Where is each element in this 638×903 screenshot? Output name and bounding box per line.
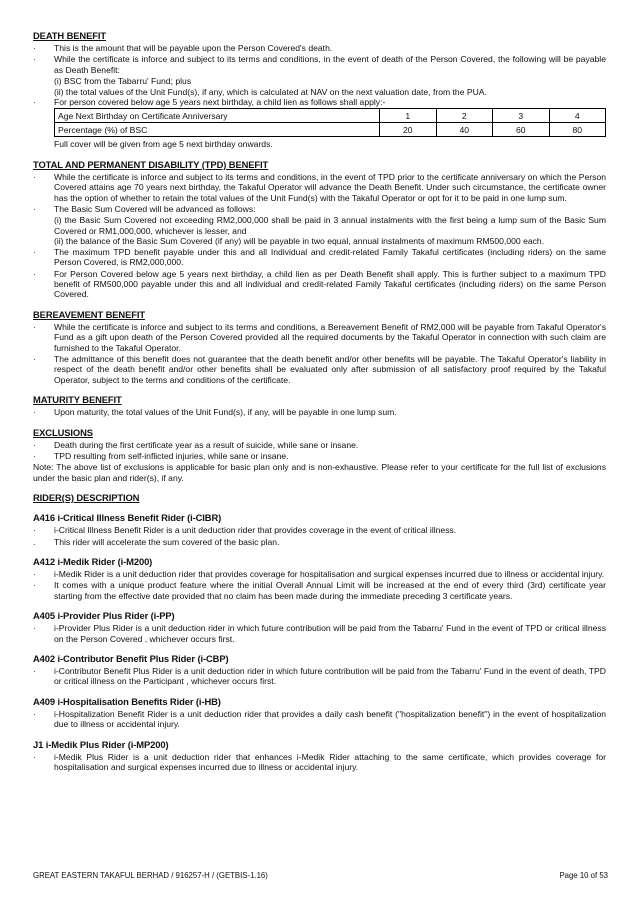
tpd-bullet-3: · The maximum TPD benefit payable under this and all Individual and credit-related Family Takaful certificates (including riders) on the same Person Covered, is RM2,000,000. — [33, 246, 606, 268]
table-cell: 3 — [493, 109, 550, 123]
rider-5-bullet-1: · i-Hospitalization Benefit Rider is a unit deduction rider that provides a daily cash benefit ("hospitalization benefit") in the event of hospitalization due to illness or accidental injury. — [33, 708, 606, 730]
exclusions-bullet-2: · TPD resulting from self-inflicted injuries, while sane or insane. — [33, 450, 289, 461]
table-row — [55, 123, 606, 137]
rider-2-bullet-2: · It comes with a unique product feature where the initial Overall Annual Limit will be increased at the end of every third (3rd) certificate year starting from the effective date provided that no claim has been made during the immediate preceding 3 certificate years. — [33, 580, 606, 601]
bereavement-benefit-heading: BEREAVEMENT BENEFIT — [33, 308, 145, 320]
tpd-bullet-2-item-i: (i) the Basic Sum Covered not exceeding RM2,000,000 shall be paid in 3 annual instalments with the first being a lump sum of the Basic Sum Covered or RM1,000,000, whichever is lesser, and — [54, 215, 606, 236]
rider-6-title: J1 i-Medik Plus Rider (i-MP200) — [33, 738, 169, 750]
rider-2-bullet-1: · i-Medik Rider is a unit deduction rider that provides coverage for hospitalisation and surgical expenses incurred due to illness or accidental injury. — [33, 569, 605, 579]
rider-2-title: A412 i-Medik Rider (i-M200) — [33, 556, 153, 567]
table-cell: 20 — [380, 123, 437, 137]
table-cell-label: Age Next Birthday on Certificate Anniversary — [55, 109, 380, 123]
table-cell: 4 — [549, 109, 606, 123]
footer-page-number: Page 10 of 53 — [559, 871, 608, 880]
death-bullet-2-item-ii: (ii) the total values of the Unit Fund(s), if any, which is calculated at NAV on the next valuation date, from the PUA. — [54, 86, 487, 97]
table-cell: 80 — [549, 123, 606, 137]
child-lien-table — [54, 108, 606, 137]
tpd-bullet-4: · For Person Covered below age 5 years next birthday, a child lien as per Death Benefit shall apply. This is further subject to a maximum TPD benefit of RM500,000 payable under this and all individual and credit-related Family Takaful certificates (including riders) on the same Person Covered. — [33, 268, 606, 300]
table-cell: 60 — [493, 123, 550, 137]
death-after-table: Full cover will be given from age 5 next birthday onwards. — [54, 139, 273, 150]
exclusions-bullet-1: · Death during the first certificate year as a result of suicide, while sane or insane. — [33, 439, 359, 450]
table-row — [55, 109, 606, 123]
rider-6-bullet-1: · i-Medik Plus Rider is a unit deduction rider that enhances i-Medik Rider attaching to the same certificate, which provides coverage for hospitalisation and surgical expenses incurred due to illness or accidental injury. — [33, 751, 606, 773]
table-cell-label: Percentage (%) of BSC — [55, 123, 380, 137]
table-cell: 2 — [436, 109, 493, 123]
riders-description-heading: RIDER(S) DESCRIPTION — [33, 492, 140, 504]
death-bullet-3: · For person covered below age 5 years next birthday, a child lien as follows shall apply:- — [33, 97, 386, 108]
tpd-benefit-heading: TOTAL AND PERMANENT DISABILITY (TPD) BENEFIT — [33, 158, 269, 170]
footer-company: GREAT EASTERN TAKAFUL BERHAD / 916257-H / (GETBIS-1.16) — [33, 871, 268, 880]
exclusions-note: Note: The above list of exclusions is applicable for basic plan only and is non-exhaustive. Please refer to your certificate for the full list of exclusions under the basic plan and rider(s), if any. — [33, 462, 606, 483]
death-benefit-heading: DEATH BENEFIT — [33, 30, 107, 41]
page-content — [33, 30, 606, 773]
rider-1-bullet-2: . This rider will accelerate the sum covered of the basic plan. — [33, 536, 280, 547]
death-bullet-1: · This is the amount that will be payable upon the Person Covered's death. — [33, 43, 333, 53]
rider-3-bullet-1: · i-Provider Plus Rider is a unit deduction rider in which future contribution will be paid from the Tabarru' Fund in the event of TPD or critical illness on the Person Covered , whichever occurs first. — [33, 623, 606, 644]
bereavement-bullet-2: · The admittance of this benefit does not guarantee that the death benefit and/or other benefits will be payable. The Takaful Operator's liability in respect of the death benefit and/or other benefits shall be evaluated only after submission of all satisfactory proof required by the Takaful Operator, subject to the terms and conditions of the certificate. — [33, 353, 606, 385]
rider-1-title: A416 i-Critical Illness Benefit Rider (i-CIBR) — [33, 512, 222, 524]
table-cell: 1 — [380, 109, 437, 123]
rider-4-title: A402 i-Contributor Benefit Plus Rider (i-CBP) — [33, 653, 229, 665]
maturity-benefit-heading: MATURITY BENEFIT — [33, 394, 122, 406]
maturity-bullet-1: · Upon maturity, the total values of the Unit Fund(s), if any, will be payable in one lump sum. — [33, 407, 397, 418]
rider-4-bullet-1: · i-Contributor Benefit Plus Rider is a unit deduction rider in which future contribution will be paid from the Tabarru' Fund in the event of death, TPD or critical illness on the Participant , whichever occurs first. — [33, 666, 606, 687]
rider-3-title: A405 i-Provider Plus Rider (i-PP) — [33, 610, 175, 622]
bereavement-bullet-1: · While the certificate is inforce and subject to its terms and conditions, a Bereavement Benefit of RM2,000 will be payable from Takaful Operator's Fund as a gift upon death of the Person Covered provided all the required documents by the Takaful Operator in connection with such claim are furnished to the Takaful Operator. — [33, 321, 606, 353]
rider-5-title: A409 i-Hospitalisation Benefits Rider (i-HB) — [33, 695, 221, 707]
page-footer — [33, 871, 608, 880]
rider-1-bullet-1: · i-Critical Illness Benefit Rider is a unit deduction rider that provides coverage in the event of critical illness. — [33, 525, 457, 536]
tpd-bullet-2: · The Basic Sum Covered will be advanced as follows: — [33, 204, 256, 215]
table-cell: 40 — [436, 123, 493, 137]
tpd-bullet-2-item-ii: (ii) the balance of the Basic Sum Covered (if any) will be payable in two equal, annual instalments of maximum RM500,000 each. — [54, 236, 545, 247]
exclusions-heading: EXCLUSIONS — [33, 426, 93, 438]
death-bullet-2-item-i: (i) BSC from the Tabarru' Fund; plus — [54, 76, 192, 87]
death-bullet-2: · While the certificate is inforce and subject to its terms and conditions, in the event of death of the Person Covered, the following will be payable as Death Benefit: — [33, 54, 606, 75]
tpd-bullet-1: · While the certificate is inforce and subject to its terms and conditions, in the event of TPD prior to the certificate anniversary on which the Person Covered attains age 70 years next birthday, the Takaful Operator will advance the Death Benefit. Under such circumstance, the certificate owner has the option of whether to retain the total values of the Unit Fund(s) with the Takaful Operator or opt for it to be paid in one lump sum. — [33, 171, 606, 203]
